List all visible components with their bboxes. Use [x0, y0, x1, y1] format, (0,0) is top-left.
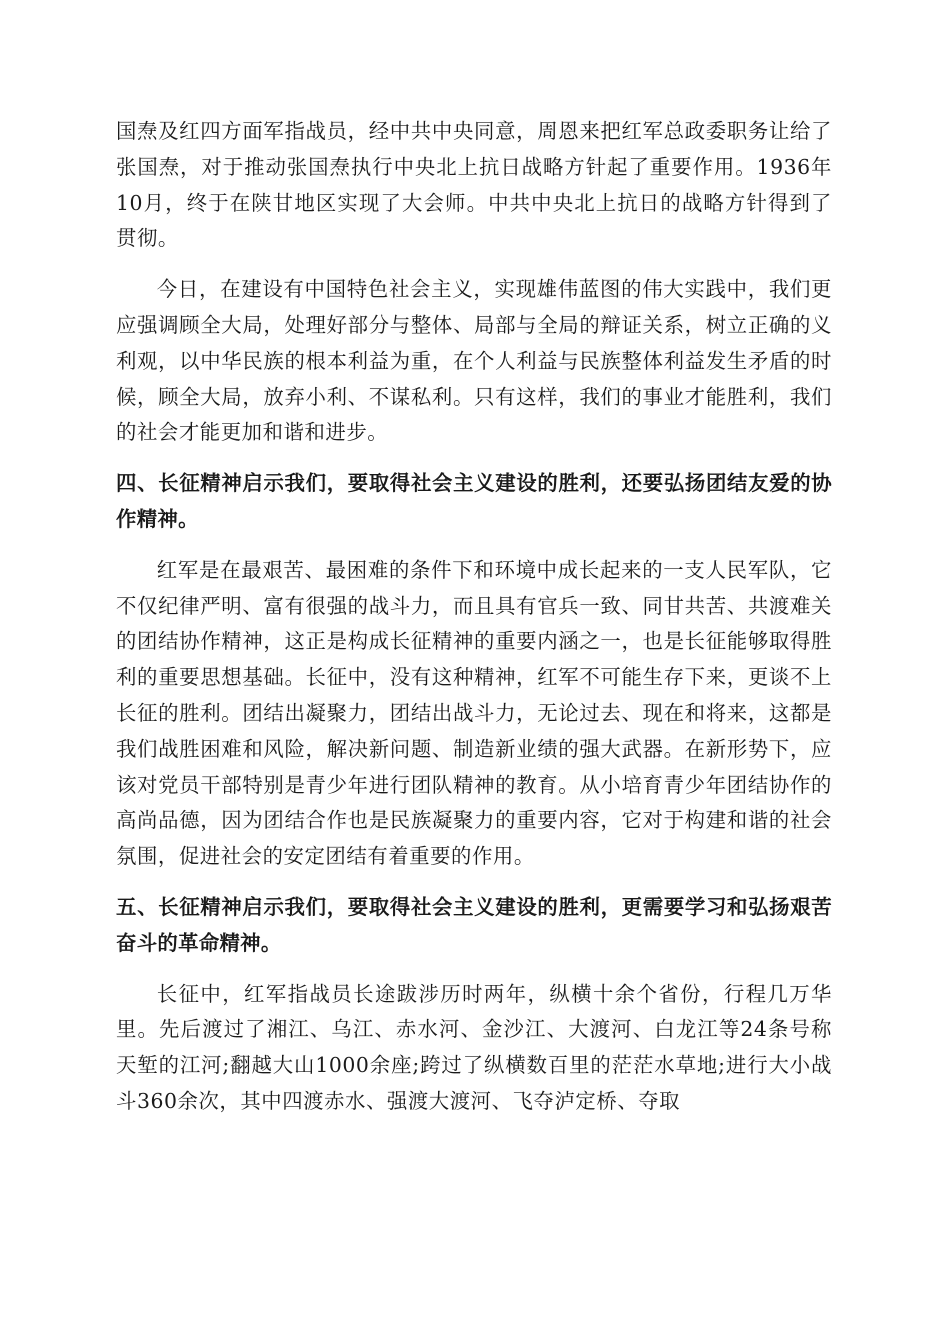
document-page [116, 114, 832, 1135]
paragraph-4: 长征中，红军指战员长途跋涉历时两年，纵横十余个省份，行程几万华里。先后渡过了湘江、乌江、赤水河、金沙江、大渡河、白龙江等24条号称天堑的江河;翻越大山1000余座;跨过了纵横数百里的茫茫水草地;进行大小战斗360余次，其中四渡赤水、强渡大渡河、飞夺泸定桥、夺取 [116, 981, 832, 1113]
paragraph-2: 今日，在建设有中国特色社会主义，实现雄伟蓝图的伟大实践中，我们更应强调顾全大局，处理好部分与整体、局部与全局的辩证关系，树立正确的义利观，以中华民族的根本利益为重，在个人利益与民族整体利益发生矛盾的时候，顾全大局，放弃小利、不谋私利。只有这样，我们的事业才能胜利，我们的社会才能更加和谐和进步。 [116, 277, 832, 445]
paragraph-3: 红军是在最艰苦、最困难的条件下和环境中成长起来的一支人民军队，它不仅纪律严明、富有很强的战斗力，而且具有官兵一致、同甘共苦、共渡难关的团结协作精神，这正是构成长征精神的重要内涵之一，也是长征能够取得胜利的重要思想基础。长征中，没有这种精神，红军不可能生存下来，更谈不上长征的胜利。团结出凝聚力，团结出战斗力，无论过去、现在和将来，这都是我们战胜困难和风险，解决新问题、制造新业绩的强大武器。在新形势下，应该对党员干部特别是青少年进行团队精神的教育。从小培育青少年团结协作的高尚品德，因为团结合作也是民族凝聚力的重要内容，它对于构建和谐的社会氛围，促进社会的安定团结有着重要的作用。 [116, 557, 832, 869]
section-heading-5: 五、长征精神启示我们，要取得社会主义建设的胜利，更需要学习和弘扬艰苦奋斗的革命精神。 [116, 894, 832, 955]
section-heading-4: 四、长征精神启示我们，要取得社会主义建设的胜利，还要弘扬团结友爱的协作精神。 [116, 471, 832, 531]
paragraph-1: 国焘及红四方面军指战员，经中共中央同意，周恩来把红军总政委职务让给了张国焘，对于推动张国焘执行中央北上抗日战略方针起了重要作用。1936年10月，终于在陕甘地区实现了大会师。中共中央北上抗日的战略方针得到了贯彻。 [116, 119, 832, 251]
